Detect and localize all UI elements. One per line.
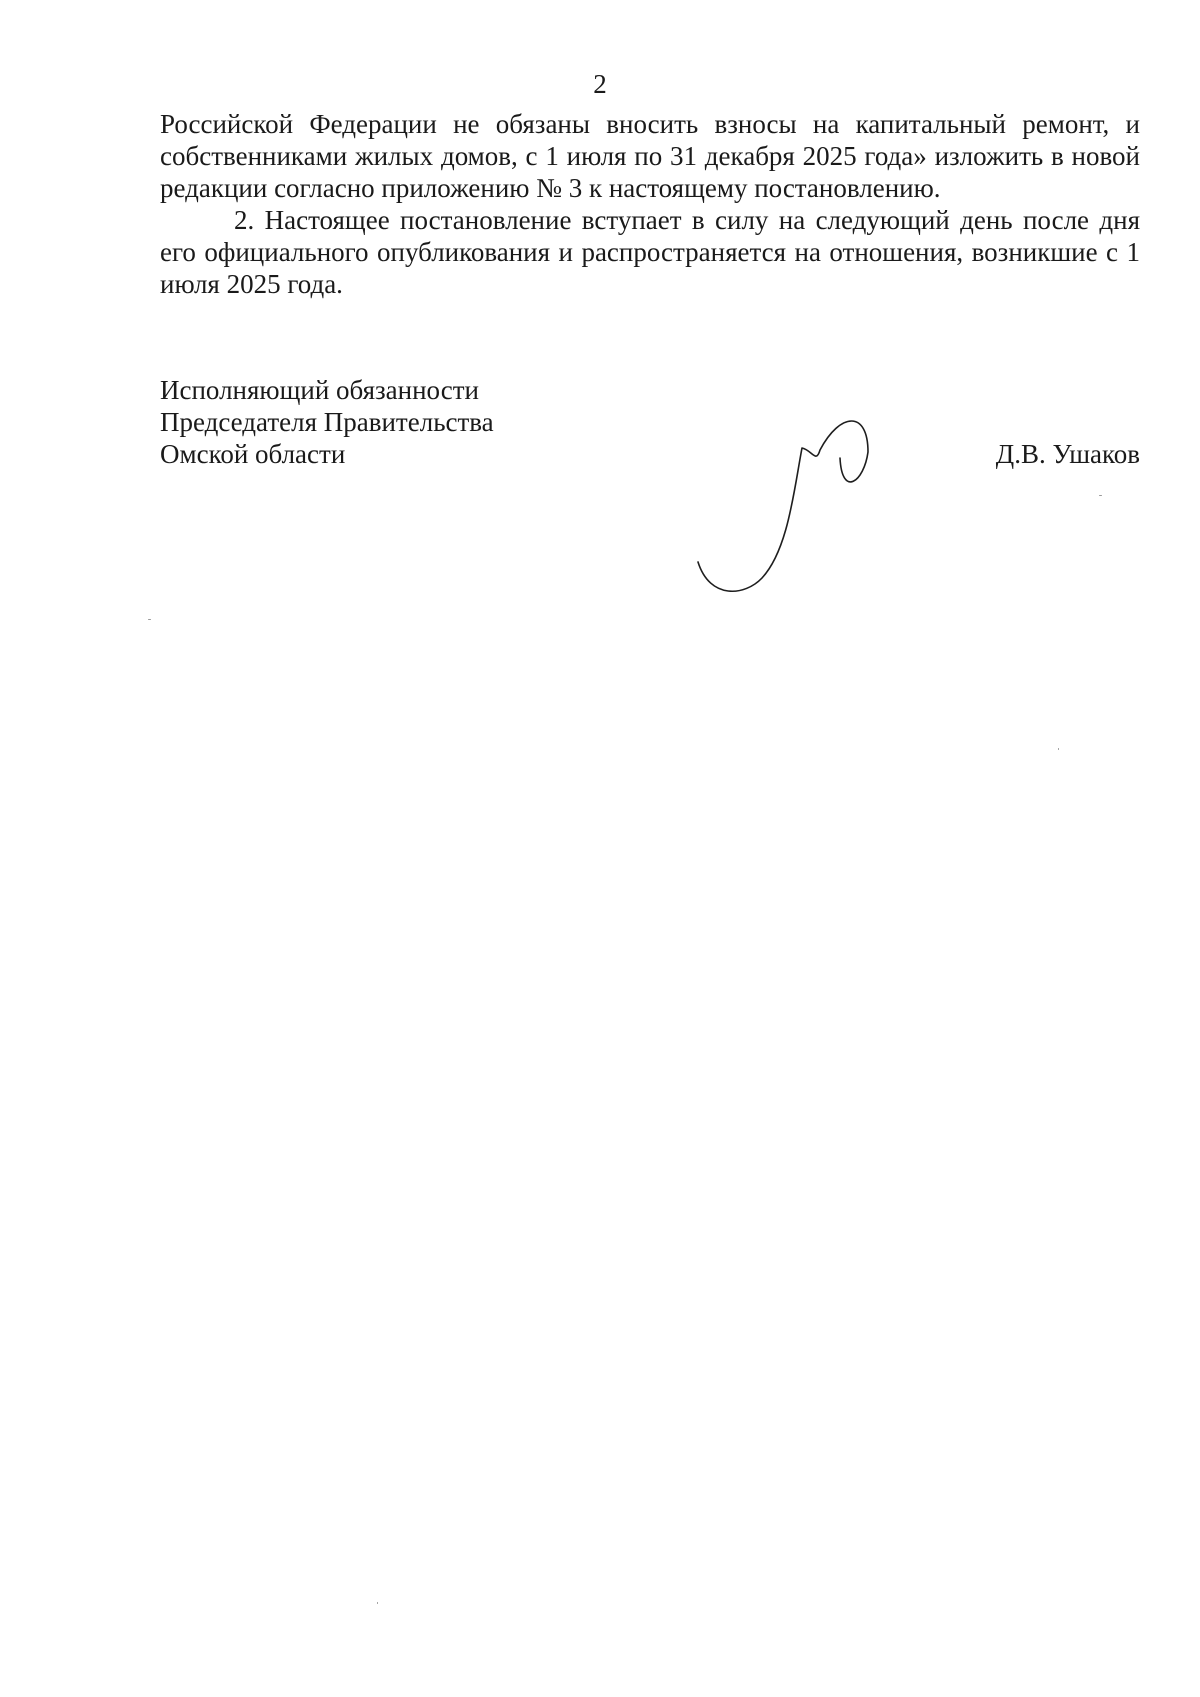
signature-stroke-main (698, 421, 868, 591)
scan-speck (377, 1602, 378, 1604)
page-number: 2 (593, 69, 607, 99)
scan-speck (1058, 748, 1059, 750)
signatory-title-line-1: Исполняющий обязанности (160, 375, 479, 405)
signatory-block (160, 374, 580, 470)
handwritten-signature (690, 300, 1030, 630)
document-body (160, 108, 1140, 300)
scan-speck (148, 619, 151, 620)
signer-name: Д.В. Ушаков (995, 439, 1140, 469)
paragraph-continuation: Российской Федерации не обязаны вносить взносы на капитальный ремонт, и собственниками жилых домов, с 1 июля по 31 декабря 2025 года» изложить в новой редакции согласно приложению № 3 к настоящему постановлению. (160, 109, 1140, 203)
paragraph-item-2: 2. Настоящее постановление вступает в силу на следующий день после дня его официального опубликования и распространяется на отношения, возникшие с 1 июля 2025 года. (160, 205, 1140, 299)
signatory-title-line-3: Омской области (160, 439, 346, 469)
signatory-title-line-2: Председателя Правительства (160, 407, 494, 437)
scan-speck (1099, 495, 1102, 496)
